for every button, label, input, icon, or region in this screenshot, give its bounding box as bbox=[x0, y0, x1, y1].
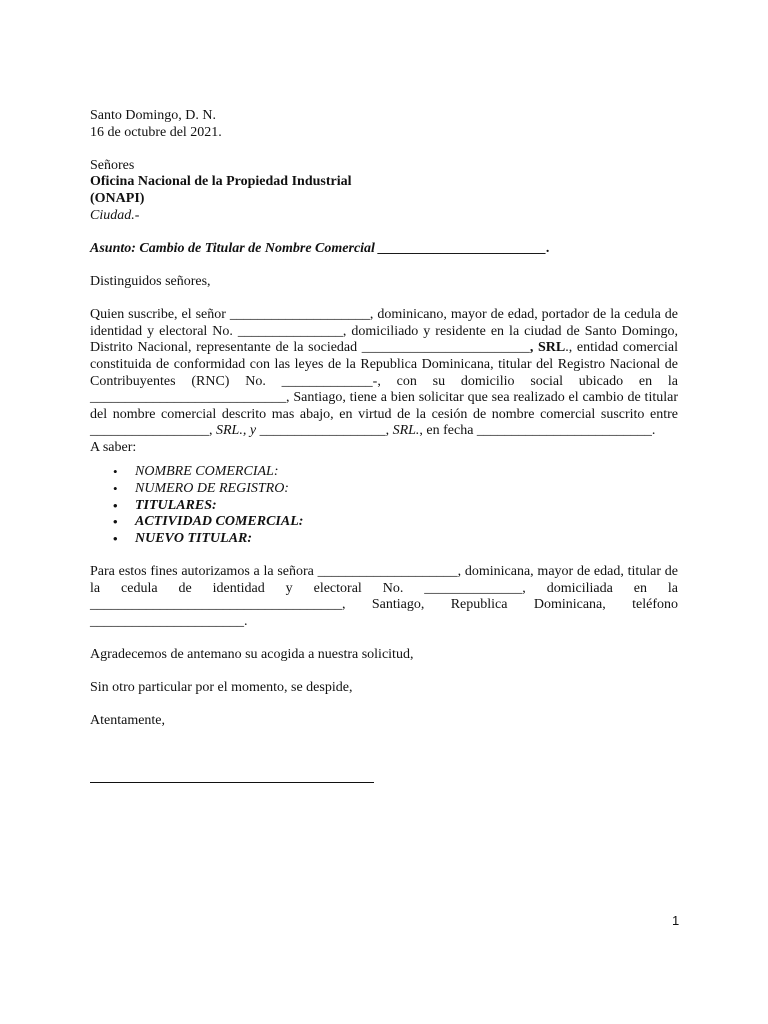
recipient-org-abbr: (ONAPI) bbox=[90, 190, 145, 206]
signature-line bbox=[90, 782, 374, 783]
thanks-line: Agradecemos de antemano su acogida a nuestra solicitud, bbox=[90, 647, 414, 662]
list-item: • TITULARES: bbox=[135, 498, 678, 515]
fields-list bbox=[90, 464, 678, 547]
paragraph-line: identidad y electoral No. _______________, domiciliado y residente en la ciudad de Santo Domingo, bbox=[90, 323, 678, 339]
list-item: • NUEVO TITULAR: bbox=[135, 531, 678, 548]
recipient-city: Ciudad.- bbox=[90, 207, 140, 223]
paragraph-line: Para estos fines autorizamos a la señora ____________________, dominicana, mayor de edad, titular de bbox=[90, 564, 678, 580]
paragraph-line: ____________________________, Santiago, tiene a bien solicitar que sea realizado el cambio de titular bbox=[90, 390, 678, 406]
paragraph-line: Contribuyentes (RNC) No. _____________-, con su domicilio social ubicado en la bbox=[90, 373, 678, 389]
entity-text: ., entidad comercial bbox=[565, 340, 678, 356]
letter-date: 16 de octubre del 2021. bbox=[90, 124, 222, 140]
regards-line: Atentamente, bbox=[90, 713, 166, 729]
paragraph-line: la cedula de identidad y electoral No. ______________, domiciliada en la bbox=[90, 580, 678, 596]
srl-label: SRL., y bbox=[216, 423, 257, 439]
list-item: • NOMBRE COMERCIAL: bbox=[135, 464, 678, 481]
srl-label: , SRL bbox=[529, 340, 566, 356]
list-item: • ACTIVIDAD COMERCIAL: bbox=[135, 514, 678, 531]
paragraph-line: constituida de conformidad con las leyes de la Republica Dominicana, titular del Registro Nacional de bbox=[90, 356, 678, 372]
paragraph-line: del nombre comercial descrito mas abajo, en virtud de la cesión de nombre comercial suscrito entre bbox=[90, 406, 678, 422]
letter-body bbox=[90, 108, 678, 730]
closing-line: Sin otro particular por el momento, se despide, bbox=[90, 680, 353, 696]
paragraph-line: A saber: bbox=[90, 439, 137, 455]
paragraph-line: ____________________________________, Santiago, Republica Dominicana, teléfono bbox=[90, 597, 678, 613]
list-item: • NUMERO DE REGISTRO: bbox=[135, 481, 678, 498]
date-blank: , en fecha _________________________. bbox=[419, 423, 656, 439]
paragraph-line: Quien suscribe, el señor ____________________, dominicano, mayor de edad, portador de la cedula de bbox=[90, 307, 678, 323]
letter-greeting: Distinguidos señores, bbox=[90, 273, 211, 289]
letter-city: Santo Domingo, D. N. bbox=[90, 108, 216, 123]
paragraph-line: ______________________. bbox=[90, 613, 248, 629]
recipient-salutation: Señores bbox=[90, 157, 135, 173]
paragraph-line bbox=[90, 340, 678, 357]
party-blank: _________________, bbox=[90, 423, 216, 439]
party-blank: __________________, bbox=[256, 423, 393, 439]
paragraph-line bbox=[90, 423, 678, 440]
srl-label: SRL. bbox=[392, 423, 420, 439]
main-paragraph bbox=[90, 307, 678, 456]
company-blank: Distrito Nacional, representante de la sociedad ________________________ bbox=[90, 340, 530, 356]
recipient-org-name: Oficina Nacional de la Propiedad Industrial bbox=[90, 174, 352, 190]
authorization-paragraph bbox=[90, 564, 678, 630]
page-number: 1 bbox=[672, 913, 680, 928]
letter-subject: Asunto: Cambio de Titular de Nombre Comercial ________________________. bbox=[90, 240, 550, 256]
